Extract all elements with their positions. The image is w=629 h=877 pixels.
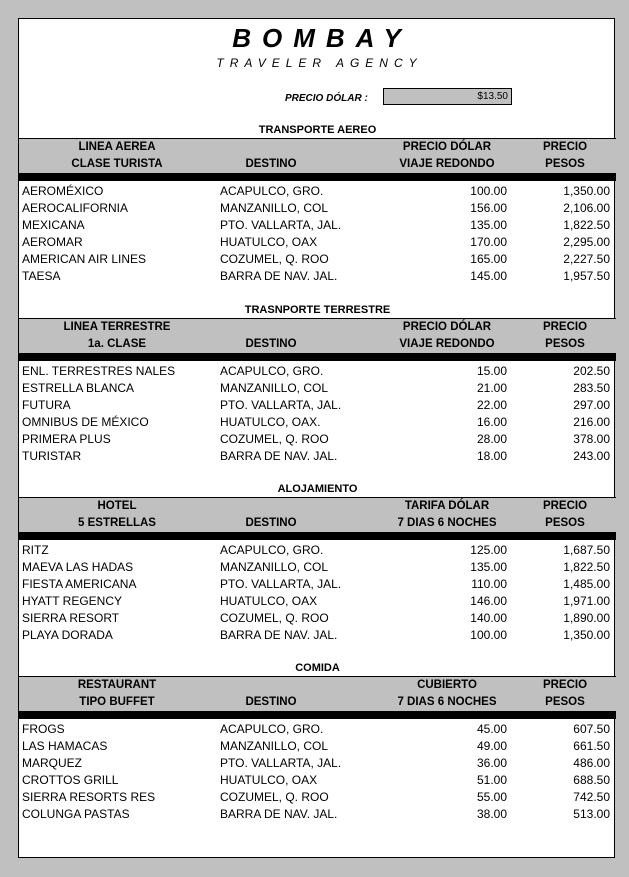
table-header bbox=[19, 138, 616, 173]
header-col-name: LINEA AEREA bbox=[78, 141, 156, 153]
cell-name: MEXICANA bbox=[22, 218, 85, 232]
cell-name: AMERICAN AIR LINES bbox=[22, 252, 147, 266]
header-col-pesos: PRECIO bbox=[542, 321, 588, 333]
table-row bbox=[19, 183, 616, 200]
cell-destino: MANZANILLO, COL bbox=[220, 560, 329, 574]
header-col-destino: DESTINO bbox=[245, 338, 297, 350]
header-col-name: RESTAURANT bbox=[77, 679, 157, 691]
table-row bbox=[19, 806, 616, 823]
header-col-usd: TARIFA DÓLAR bbox=[404, 500, 490, 512]
header-col-pesos: PESOS bbox=[545, 338, 585, 350]
cell-name: COLUNGA PASTAS bbox=[22, 807, 130, 821]
cell-usd: 45.00 bbox=[476, 722, 507, 736]
section-title: TRASNPORTE TERRESTRE bbox=[244, 304, 391, 316]
agency-subtitle: TRAVELER AGENCY bbox=[216, 56, 423, 70]
cell-name: TAESA bbox=[22, 269, 61, 283]
cell-destino: HUATULCO, OAX bbox=[220, 235, 318, 249]
cell-pesos: 2,227.50 bbox=[563, 252, 610, 266]
cell-pesos: 1,957.50 bbox=[563, 269, 610, 283]
cell-name: LAS HAMACAS bbox=[22, 739, 108, 753]
table-row bbox=[19, 431, 616, 448]
cell-pesos: 1,822.50 bbox=[563, 560, 610, 574]
header-col-usd: VIAJE REDONDO bbox=[399, 338, 495, 350]
cell-usd: 51.00 bbox=[476, 773, 507, 787]
cell-pesos: 486.00 bbox=[573, 756, 610, 770]
header-divider bbox=[19, 711, 616, 719]
cell-usd: 22.00 bbox=[476, 398, 507, 412]
cell-name: MARQUEZ bbox=[22, 756, 82, 770]
cell-name: ESTRELLA BLANCA bbox=[22, 381, 135, 395]
cell-usd: 38.00 bbox=[476, 807, 507, 821]
table-body bbox=[19, 363, 616, 465]
cell-pesos: 607.50 bbox=[573, 722, 610, 736]
table-row bbox=[19, 217, 616, 234]
cell-name: FUTURA bbox=[22, 398, 71, 412]
header-col-pesos: PRECIO bbox=[542, 500, 588, 512]
cell-pesos: 283.50 bbox=[573, 381, 610, 395]
header-col-usd: PRECIO DÓLAR bbox=[402, 141, 492, 153]
cell-pesos: 1,687.50 bbox=[563, 543, 610, 557]
cell-destino: PTO. VALLARTA, JAL. bbox=[220, 398, 342, 412]
cell-usd: 16.00 bbox=[476, 415, 507, 429]
cell-pesos: 2,106.00 bbox=[563, 201, 610, 215]
table-body bbox=[19, 542, 616, 644]
table-header bbox=[19, 676, 616, 711]
cell-name: FROGS bbox=[22, 722, 65, 736]
cell-usd: 36.00 bbox=[476, 756, 507, 770]
cell-destino: PTO. VALLARTA, JAL. bbox=[220, 756, 342, 770]
header-col-name: HOTEL bbox=[97, 500, 137, 512]
table-row bbox=[19, 251, 616, 268]
cell-name: ENL. TERRESTRES NALES bbox=[22, 364, 176, 378]
cell-pesos: 1,822.50 bbox=[563, 218, 610, 232]
section-title: ALOJAMIENTO bbox=[277, 483, 358, 495]
cell-usd: 55.00 bbox=[476, 790, 507, 804]
cell-destino: MANZANILLO, COL bbox=[220, 201, 329, 215]
cell-destino: MANZANILLO, COL bbox=[220, 739, 329, 753]
cell-pesos: 742.50 bbox=[573, 790, 610, 804]
cell-destino: BARRA DE NAV. JAL. bbox=[220, 628, 338, 642]
cell-pesos: 1,971.00 bbox=[563, 594, 610, 608]
table-row bbox=[19, 363, 616, 380]
cell-destino: ACAPULCO, GRO. bbox=[220, 364, 324, 378]
cell-destino: MANZANILLO, COL bbox=[220, 381, 329, 395]
cell-usd: 135.00 bbox=[470, 218, 507, 232]
cell-usd: 170.00 bbox=[470, 235, 507, 249]
cell-pesos: 661.50 bbox=[573, 739, 610, 753]
cell-name: SIERRA RESORTS RES bbox=[22, 790, 156, 804]
cell-usd: 21.00 bbox=[476, 381, 507, 395]
table-row bbox=[19, 559, 616, 576]
table-row bbox=[19, 772, 616, 789]
cell-name: HYATT REGENCY bbox=[22, 594, 123, 608]
cell-usd: 18.00 bbox=[476, 449, 507, 463]
header-col-usd: 7 DIAS 6 NOCHES bbox=[397, 517, 497, 529]
cell-destino: PTO. VALLARTA, JAL. bbox=[220, 577, 342, 591]
cell-destino: HUATULCO, OAX bbox=[220, 773, 318, 787]
header-col-pesos: PESOS bbox=[545, 517, 585, 529]
cell-destino: HUATULCO, OAX bbox=[220, 594, 318, 608]
cell-name: FIESTA AMERICANA bbox=[22, 577, 137, 591]
table-row bbox=[19, 448, 616, 465]
exchange-rate-label: PRECIO DÓLAR : bbox=[285, 93, 368, 104]
table-row bbox=[19, 610, 616, 627]
table-row bbox=[19, 234, 616, 251]
table-row bbox=[19, 200, 616, 217]
header-col-pesos: PRECIO bbox=[542, 679, 588, 691]
price-sheet bbox=[18, 18, 615, 858]
header-col-destino: DESTINO bbox=[245, 696, 297, 708]
cell-name: OMNIBUS DE MÉXICO bbox=[22, 415, 149, 429]
exchange-rate-value: $13.50 bbox=[383, 88, 512, 105]
cell-name: AEROMÉXICO bbox=[22, 184, 104, 198]
cell-pesos: 1,350.00 bbox=[563, 184, 610, 198]
header-divider bbox=[19, 173, 616, 181]
header-col-destino: DESTINO bbox=[245, 517, 297, 529]
cell-destino: COZUMEL, Q. ROO bbox=[220, 611, 329, 625]
table-body bbox=[19, 721, 616, 823]
cell-usd: 15.00 bbox=[476, 364, 507, 378]
header-col-usd: 7 DIAS 6 NOCHES bbox=[397, 696, 497, 708]
header-col-name: 1a. CLASE bbox=[87, 338, 147, 350]
table-row bbox=[19, 576, 616, 593]
header-col-pesos: PESOS bbox=[545, 158, 585, 170]
cell-destino: BARRA DE NAV. JAL. bbox=[220, 449, 338, 463]
table-body bbox=[19, 183, 616, 285]
header-col-pesos: PESOS bbox=[545, 696, 585, 708]
table-row bbox=[19, 593, 616, 610]
table-header bbox=[19, 497, 616, 532]
cell-name: SIERRA RESORT bbox=[22, 611, 120, 625]
table-row bbox=[19, 738, 616, 755]
cell-destino: PTO. VALLARTA, JAL. bbox=[220, 218, 342, 232]
cell-name: CROTTOS GRILL bbox=[22, 773, 119, 787]
table-row bbox=[19, 414, 616, 431]
cell-destino: COZUMEL, Q. ROO bbox=[220, 432, 329, 446]
table-row bbox=[19, 397, 616, 414]
cell-name: PLAYA DORADA bbox=[22, 628, 113, 642]
table-row bbox=[19, 268, 616, 285]
cell-destino: BARRA DE NAV. JAL. bbox=[220, 269, 338, 283]
table-row bbox=[19, 380, 616, 397]
cell-pesos: 688.50 bbox=[573, 773, 610, 787]
header-col-usd: VIAJE REDONDO bbox=[399, 158, 495, 170]
cell-destino: COZUMEL, Q. ROO bbox=[220, 252, 329, 266]
table-header bbox=[19, 318, 616, 353]
header-col-pesos: PRECIO bbox=[542, 141, 588, 153]
section-title: TRANSPORTE AEREO bbox=[258, 124, 377, 136]
cell-pesos: 202.50 bbox=[573, 364, 610, 378]
cell-destino: HUATULCO, OAX. bbox=[220, 415, 321, 429]
table-row bbox=[19, 789, 616, 806]
cell-name: AEROMAR bbox=[22, 235, 83, 249]
cell-destino: ACAPULCO, GRO. bbox=[220, 543, 324, 557]
agency-name: BOMBAY bbox=[232, 23, 412, 53]
cell-pesos: 2,295.00 bbox=[563, 235, 610, 249]
cell-usd: 110.00 bbox=[471, 577, 507, 591]
cell-usd: 165.00 bbox=[470, 252, 507, 266]
cell-name: MAEVA LAS HADAS bbox=[22, 560, 134, 574]
cell-pesos: 1,485.00 bbox=[563, 577, 610, 591]
header-divider bbox=[19, 532, 616, 540]
cell-name: PRIMERA PLUS bbox=[22, 432, 111, 446]
cell-usd: 28.00 bbox=[476, 432, 507, 446]
cell-usd: 100.00 bbox=[470, 628, 507, 642]
cell-destino: ACAPULCO, GRO. bbox=[220, 722, 324, 736]
cell-usd: 135.00 bbox=[470, 560, 507, 574]
cell-name: RITZ bbox=[22, 543, 49, 557]
cell-name: TURISTAR bbox=[22, 449, 82, 463]
cell-name: AEROCALIFORNIA bbox=[22, 201, 129, 215]
table-row bbox=[19, 542, 616, 559]
cell-pesos: 378.00 bbox=[573, 432, 610, 446]
table-row bbox=[19, 627, 616, 644]
cell-usd: 140.00 bbox=[470, 611, 507, 625]
cell-pesos: 243.00 bbox=[573, 449, 610, 463]
header-col-name: CLASE TURISTA bbox=[71, 158, 163, 170]
cell-usd: 100.00 bbox=[470, 184, 507, 198]
cell-destino: ACAPULCO, GRO. bbox=[220, 184, 324, 198]
header-col-name: 5 ESTRELLAS bbox=[78, 517, 156, 529]
cell-usd: 146.00 bbox=[470, 594, 507, 608]
table-row bbox=[19, 721, 616, 738]
cell-usd: 125.00 bbox=[470, 543, 507, 557]
header-divider bbox=[19, 353, 616, 361]
cell-destino: BARRA DE NAV. JAL. bbox=[220, 807, 338, 821]
cell-destino: COZUMEL, Q. ROO bbox=[220, 790, 329, 804]
cell-usd: 156.00 bbox=[470, 201, 507, 215]
section-title: COMIDA bbox=[295, 662, 340, 674]
cell-usd: 145.00 bbox=[470, 269, 507, 283]
cell-pesos: 1,890.00 bbox=[563, 611, 610, 625]
cell-pesos: 1,350.00 bbox=[563, 628, 610, 642]
cell-usd: 49.00 bbox=[476, 739, 507, 753]
header-col-destino: DESTINO bbox=[245, 158, 297, 170]
cell-pesos: 297.00 bbox=[573, 398, 610, 412]
header-col-usd: PRECIO DÓLAR bbox=[402, 321, 492, 333]
header-col-name: TIPO BUFFET bbox=[79, 696, 155, 708]
table-row bbox=[19, 755, 616, 772]
cell-pesos: 513.00 bbox=[573, 807, 610, 821]
header-col-name: LINEA TERRESTRE bbox=[63, 321, 171, 333]
header-col-usd: CUBIERTO bbox=[417, 679, 477, 691]
cell-pesos: 216.00 bbox=[573, 415, 610, 429]
